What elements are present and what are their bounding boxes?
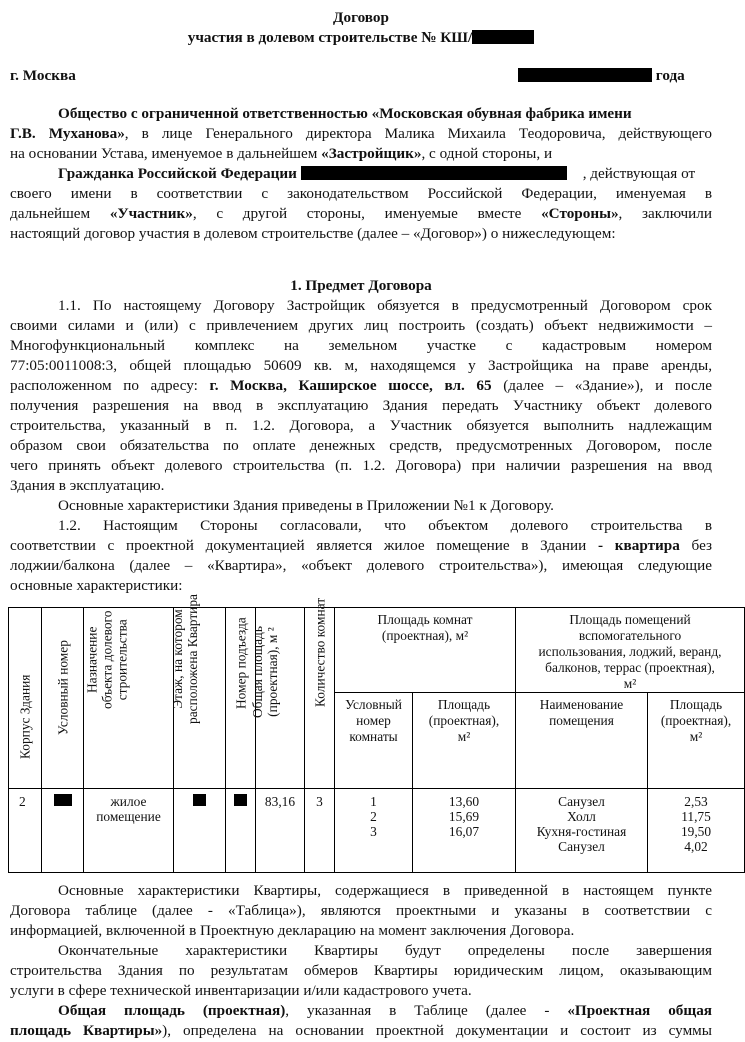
after-line: Договора таблице (далее - «Таблица»), являются проектными и указаны в соответствии с <box>10 902 712 919</box>
after-line: Основные характеристики Квартиры, содержащиеся в приведенной в настоящем пункте <box>58 882 712 899</box>
after-line: Окончательные характеристики Квартиры будут определены после завершения <box>58 942 712 959</box>
th-obshaya: Общая площадь (проектная), м ² <box>256 608 305 789</box>
s1-line: 77:05:0011008:3, общей площадью 50609 кв. м, находящемся у Застройщика на праве аренды, <box>10 357 712 374</box>
th-ploshad-komnaty: Площадь (проектная), м² <box>413 693 516 789</box>
redaction-block <box>234 794 247 806</box>
redaction-block <box>301 166 567 180</box>
th-podezd: Номер подъезда <box>226 608 256 789</box>
city: г. Москва <box>10 67 76 84</box>
th-ploshad-pomesheniya: Площадь (проектная), м² <box>648 693 745 789</box>
room-number: 3 <box>370 824 377 839</box>
s1-line: 1.1. По настоящему Договору Застройщик обязуется в предусмотренный Договором срок <box>58 297 712 314</box>
after-line: информацией, включенной в Проектную декларацию на момент заключения Договора. <box>10 922 575 939</box>
cell-korpus: 2 <box>9 789 42 873</box>
after-line: услуги в сфере технической инвентаризации и/или кадастрового учета. <box>10 982 472 999</box>
section-heading: 1. Предмет Договора <box>290 277 432 294</box>
th-uslovny-nomer: Условный номер <box>42 608 84 789</box>
aux-area: 4,02 <box>684 839 708 854</box>
cell-etazh <box>174 789 226 873</box>
room-area: 15,69 <box>448 809 480 824</box>
s1-line: соответствии с проектной документацией является жилое помещение в Здании - квартира без <box>10 537 713 554</box>
party-2-line-4: настоящий договор участия в долевом строительстве (далее – «Договор») о нижеследующем: <box>10 225 616 242</box>
s1-line: Многофункциональный комплекс на земельном участке с кадастровым номером <box>10 337 712 354</box>
room-area: 13,60 <box>448 794 480 809</box>
s1-line-address: расположенном по адресу: г. Москва, Каширское шоссе, вл. 65 (далее – «Здание»), и после <box>10 377 712 394</box>
cell-aux-areas <box>648 789 745 873</box>
s1-line: образом свои обязательства по оплате денежных средств, предусмотренных Договором, после <box>10 437 712 454</box>
th-uslovny-nomer-komnaty: Условный номер комнаты <box>335 693 413 789</box>
after-line: Общая площадь (проектная), указанная в Таблице (далее - «Проектная общая <box>58 1002 713 1019</box>
after-line: строительства Здания по результатам обмеров Квартиры юридическим лицом, оказывающим <box>10 962 712 979</box>
aux-name: Санузел <box>558 839 605 854</box>
aux-name: Санузел <box>558 794 605 809</box>
cell-aux-names <box>516 789 648 873</box>
table-row <box>9 789 745 873</box>
party-1-line-1: Общество с ограниченной ответственностью «Московская обувная фабрика имени <box>58 105 632 122</box>
aux-area: 11,75 <box>681 809 711 824</box>
cell-kolvo: 3 <box>305 789 335 873</box>
cell-obshaya: 83,16 <box>256 789 305 873</box>
cell-podezd <box>226 789 256 873</box>
contract-title: Договор <box>333 9 389 26</box>
th-naznachenie: Назначение объекта долевого строительства <box>84 608 174 789</box>
room-area: 16,07 <box>448 824 480 839</box>
redaction-block <box>54 794 72 806</box>
s1-line: чего принять объект долевого строительства (п. 1.2. Договора) при наличии разрешения на ввод <box>10 457 712 474</box>
th-ploshad-komnat: Площадь комнат (проектная), м² <box>335 608 516 693</box>
party-2-line-1: Гражданка Российской Федерации , действующая от <box>58 165 696 182</box>
th-etazh: Этаж, на котором расположена Квартира <box>174 608 226 789</box>
cell-uslovny-nomer <box>42 789 84 873</box>
party-1-line-2: Г.В. Муханова», в лице Генерального директора Малика Михаила Теодоровича, действующего <box>10 125 712 142</box>
aux-name: Кухня-гостиная <box>536 824 627 839</box>
s1-line: своими силами и (или) с привлечением других лиц построить (создать) объект недвижимости – <box>10 317 712 334</box>
aux-name: Холл <box>567 809 596 824</box>
redaction-block <box>193 794 206 806</box>
th-kolvo: Количество комнат <box>305 608 335 789</box>
s1-line: лоджии/балкона (далее – «Квартира», «объект долевого строительства»), имеющая следующие <box>10 557 712 574</box>
s1-line: получения разрешения на ввод в эксплуатацию Здания передать Участнику объект долевого <box>10 397 712 414</box>
after-line: площадь Квартиры»), определена на основании проектной документации и состоит из суммы <box>10 1022 712 1039</box>
party-2-line-2: своего имени в соответствии с законодательством Российской Федерации, именуемая в <box>10 185 712 202</box>
s1-line: Здания в эксплуатацию. <box>10 477 165 494</box>
cell-naznachenie: жилое помещение <box>84 789 174 873</box>
party-1-line-3: на основании Устава, именуемое в дальнейшем «Застройщик», с одной стороны, и <box>10 145 553 162</box>
s1-line: 1.2. Настоящим Стороны согласовали, что объектом долевого строительства в <box>58 517 712 534</box>
date-line: года <box>518 66 685 86</box>
redaction-block <box>472 30 534 44</box>
th-ploshad-pomesheniy: Площадь помещений вспомогательного использования, лоджий, веранд, балконов, террас (проектная), м² <box>516 608 745 693</box>
apartment-table <box>8 594 745 873</box>
cell-room-numbers <box>335 789 413 873</box>
aux-area: 2,53 <box>684 794 708 809</box>
room-number: 1 <box>370 794 377 809</box>
cell-room-areas <box>413 789 516 873</box>
s1-line: строительства, указанный в п. 1.2. Договора, а Участник обязуется выполнить надлежащим <box>10 417 712 434</box>
contract-subtitle: участия в долевом строительстве № КШ/ <box>10 28 712 48</box>
th-korpus: Корпус Здания <box>9 608 42 789</box>
aux-area: 19,50 <box>680 824 712 839</box>
party-2-line-3: дальнейшем «Участник», с другой стороны, именуемые вместе «Стороны», заключили <box>10 205 712 222</box>
redaction-block <box>518 68 652 82</box>
s1-line: основные характеристики: <box>10 577 183 594</box>
room-number: 2 <box>370 809 377 824</box>
th-naimenovanie: Наименование помещения <box>516 693 648 789</box>
s1-line: Основные характеристики Здания приведены в Приложении №1 к Договору. <box>58 497 554 514</box>
